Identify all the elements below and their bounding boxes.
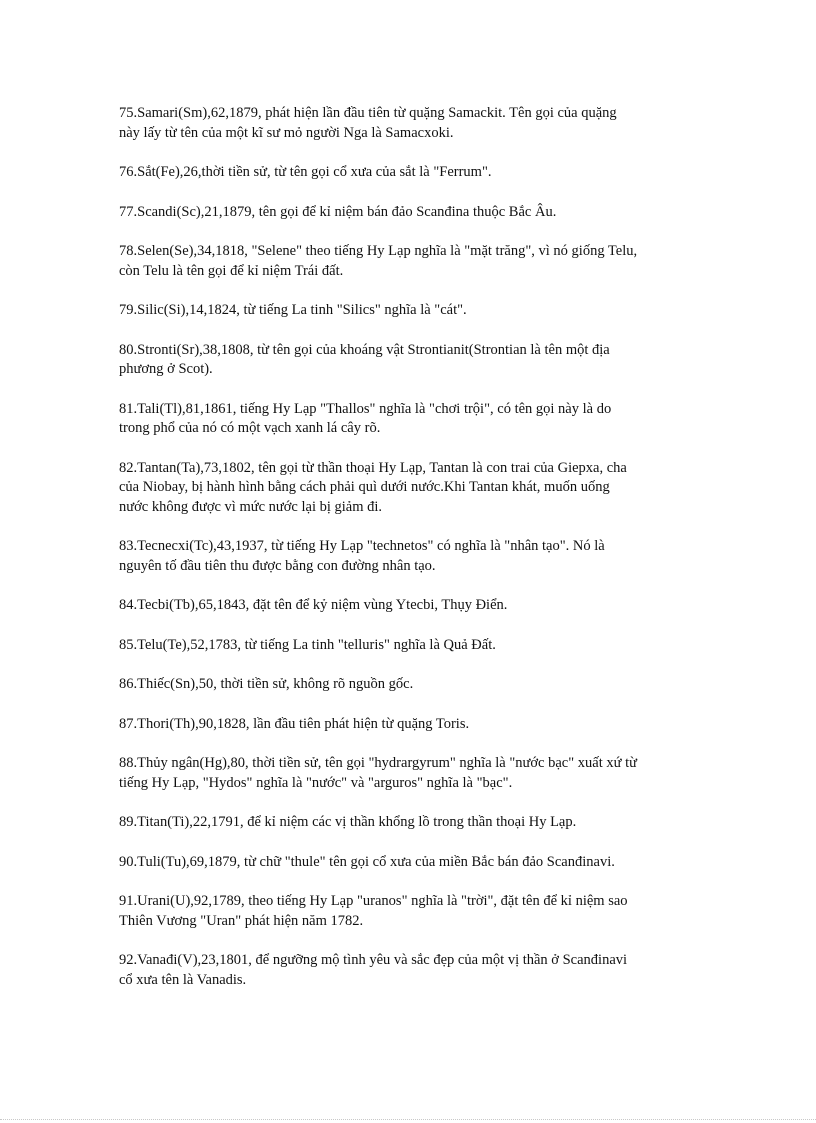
entry-text-line: 83.Tecnecxi(Tc),43,1937, từ tiếng Hy Lạp "technetos" có nghĩa là "nhân tạo". Nó là	[119, 538, 605, 554]
entry-text-line: 90.Tuli(Tu),69,1879, từ chữ "thule" tên gọi cổ xưa của miền Bắc bán đảo Scanđinavi.	[119, 853, 615, 870]
entry-text-line: 79.Silic(Si),14,1824, từ tiếng La tinh "Silics" nghĩa là "cát".	[119, 302, 467, 318]
entry-text-line: 85.Telu(Te),52,1783, từ tiếng La tinh "telluris" nghĩa là Quả Đất.	[119, 636, 496, 653]
element-entry	[119, 163, 699, 183]
entry-text-line: 92.Vanađi(V),23,1801, để ngưỡng mộ tình yêu và sắc đẹp của một vị thần ở Scanđinavi	[119, 952, 628, 968]
entry-text-line: 87.Thori(Th),90,1828, lần đầu tiên phát hiện từ quặng Toris.	[119, 715, 470, 732]
element-entry	[119, 203, 699, 223]
element-entry	[119, 301, 699, 321]
entry-text-line: 77.Scandi(Sc),21,1879, tên gọi để kỉ niệm bán đảo Scanđina thuộc Bắc Âu.	[119, 203, 557, 220]
element-entry	[119, 853, 699, 873]
page-bottom-divider	[0, 1119, 816, 1120]
entry-text-line: 84.Tecbi(Tb),65,1843, đặt tên để kỷ niệm vùng Ytecbi, Thụy Điển.	[119, 597, 508, 613]
element-entry	[119, 754, 699, 793]
element-entry	[119, 341, 699, 380]
entry-text-line: này lấy từ tên của một kĩ sư mỏ người Nga là Samacxoki.	[119, 124, 454, 141]
entry-text-line: còn Telu là tên gọi để kỉ niệm Trái đất.	[119, 262, 344, 279]
entry-text-line: cổ xưa tên là Vanadis.	[119, 971, 247, 988]
entry-text-line: 78.Selen(Se),34,1818, "Selene" theo tiếng Hy Lạp nghĩa là "mặt trăng", vì nó giống Telu,	[119, 243, 638, 259]
entry-text-line: 89.Titan(Ti),22,1791, để kỉ niệm các vị thần khổng lồ trong thần thoại Hy Lạp.	[119, 814, 577, 830]
element-entry	[119, 459, 699, 518]
entry-text-line: 76.Sắt(Fe),26,thời tiền sử, từ tên gọi cổ xưa của sắt là "Ferrum".	[119, 164, 492, 180]
entry-text-line: 91.Urani(U),92,1789, theo tiếng Hy Lạp "uranos" nghĩa là "trời", đặt tên để kỉ niệm sao	[119, 893, 628, 909]
element-entry	[119, 951, 699, 990]
element-list	[119, 104, 699, 1010]
element-entry	[119, 537, 699, 576]
entry-text-line: 86.Thiếc(Sn),50, thời tiền sử, không rõ nguồn gốc.	[119, 676, 414, 692]
element-entry	[119, 242, 699, 281]
entry-text-line: 80.Stronti(Sr),38,1808, từ tên gọi của khoáng vật Strontianit(Strontian là tên một địa	[119, 341, 610, 358]
entry-text-line: Thiên Vương "Uran" phát hiện năm 1782.	[119, 912, 364, 929]
entry-text-line: 81.Tali(Tl),81,1861, tiếng Hy Lạp "Thallos" nghĩa là "chơi trội", có tên gọi này là do	[119, 400, 612, 417]
element-entry	[119, 892, 699, 931]
element-entry	[119, 636, 699, 656]
entry-text-line: trong phổ của nó có một vạch xanh lá cây rõ.	[119, 420, 381, 436]
entry-text-line: 88.Thủy ngân(Hg),80, thời tiền sử, tên gọi "hydrargyrum" nghĩa là "nước bạc" xuất xứ từ	[119, 755, 637, 771]
entry-text-line: 75.Samari(Sm),62,1879, phát hiện lần đầu tiên từ quặng Samackit. Tên gọi của quặng	[119, 105, 617, 121]
entry-text-line: tiếng Hy Lạp, "Hydos" nghĩa là "nước" và "arguros" nghĩa là "bạc".	[119, 774, 513, 791]
element-entry	[119, 675, 699, 695]
element-entry	[119, 813, 699, 833]
element-entry	[119, 104, 699, 143]
element-entry	[119, 596, 699, 616]
entry-text-line: của Niobay, bị hành hình bằng cách phải quì dưới nước.Khi Tantan khát, muốn uống	[119, 479, 610, 495]
entry-text-line: 82.Tantan(Ta),73,1802, tên gọi từ thần thoại Hy Lạp, Tantan là con trai của Giepxa, cha	[119, 459, 627, 476]
entry-text-line: nước không được vì mức nước lại bị giảm đi.	[119, 498, 383, 515]
entry-text-line: phương ở Scot).	[119, 361, 213, 377]
element-entry	[119, 400, 699, 439]
entry-text-line: nguyên tố đầu tiên thu được bằng con đường nhân tạo.	[119, 557, 436, 574]
element-entry	[119, 715, 699, 735]
